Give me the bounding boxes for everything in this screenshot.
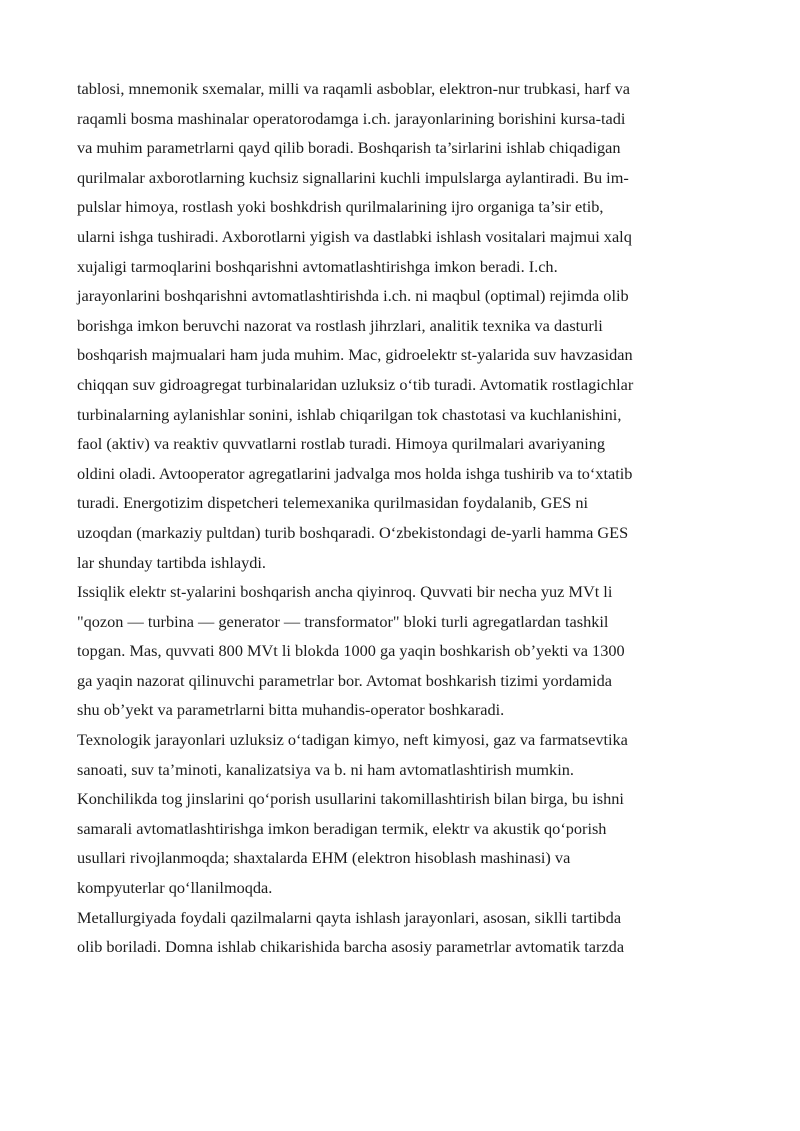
text-line: Texnologik jarayonlari uzluksiz o‘tadigan kimyo, neft kimyosi, gaz va farmatsevtika (77, 730, 628, 750)
text-line: Issiqlik elektr st-yalarini boshqarish ancha qiyinroq. Quvvati bir necha yuz MVt li (77, 582, 613, 602)
text-line: sanoati, suv ta’minoti, kanalizatsiya va b. ni ham avtomatlashtirish mumkin. (77, 759, 574, 779)
text-line: borishga imkon beruvchi nazorat va rostlash jihrzlari, analitik texnika va dasturli (77, 315, 603, 335)
text-line: faol (aktiv) va reaktiv quvvatlarni rostlab turadi. Himoya qurilmalari avariyaning (77, 434, 606, 454)
text-line: "qozon — turbina — generator — transformator" bloki turli agregatlardan tashkil (77, 611, 609, 631)
text-line: ularni ishga tushiradi. Axborotlarni yigish va dastlabki ishlash vositalari majmui xalq (77, 226, 632, 246)
body-text (77, 74, 727, 962)
text-line: jarayonlarini boshqarishni avtomatlashtirishda i.ch. ni maqbul (optimal) rejimda olib (77, 286, 629, 306)
text-line: turadi. Energotizim dispetcheri telemexanika qurilmasidan foydalanib, GES ni (77, 493, 589, 513)
text-line: lar shunday tartibda ishlaydi. (77, 552, 266, 572)
text-line: boshqarish majmualari ham juda muhim. Mac, gidroelektr st-yalarida suv havzasidan (77, 345, 633, 365)
text-line: tablosi, mnemonik sxemalar, milli va raqamli asboblar, elektron-nur trubkasi, harf va (77, 79, 631, 98)
text-line: oldini oladi. Avtooperator agregatlarini jadvalga mos holda ishga tushirib va to‘xtatib (77, 463, 633, 483)
text-line: chiqqan suv gidroagregat turbinalaridan uzluksiz o‘tib turadi. Avtomatik rostlagichlar (77, 374, 634, 394)
text-line: kompyuterlar qo‘llanilmoqda. (77, 878, 273, 898)
text-line: uzoqdan (markaziy pultdan) turib boshqaradi. O‘zbekistondagi de-yarli hamma GES (77, 522, 629, 542)
text-line: xujaligi tarmoqlarini boshqarishni avtomatlashtirishga imkon beradi. I.ch. (77, 256, 558, 276)
text-line: ga yaqin nazorat qilinuvchi parametrlar bor. Avtomat boshkarish tizimi yordamida (77, 670, 613, 690)
text-line: qurilmalar axborotlarning kuchsiz signallarini kuchli impulslarga aylantiradi. Bu im- (77, 167, 629, 187)
text-line: va muhim parametrlarni qayd qilib boradi. Boshqarish ta’sirlarini ishlab chiqadigan (77, 138, 621, 158)
text-line: Metallurgiyada foydali qazilmalarni qayta ishlash jarayonlari, asosan, siklli tartibda (77, 907, 622, 927)
text-line: pulslar himoya, rostlash yoki boshkdrish qurilmalarining ijro organiga ta’sir etib, (77, 197, 604, 217)
text-line: olib boriladi. Domna ishlab chikarishida barcha asosiy parametrlar avtomatik tarzda (77, 937, 625, 957)
text-line: shu ob’yekt va parametrlarni bitta muhandis-operator boshkaradi. (77, 700, 505, 720)
text-line: usullari rivojlanmoqda; shaxtalarda EHM (elektron hisoblash mashinasi) va (77, 848, 571, 868)
text-line: topgan. Mas, quvvati 800 MVt li blokda 1000 ga yaqin boshkarish ob’yekti va 1300 (77, 641, 625, 661)
text-line: Konchilikda tog jinslarini qo‘porish usullarini takomillashtirish bilan birga, bu ishni (77, 789, 624, 809)
text-line: turbinalarning aylanishlar sonini, ishlab chiqarilgan tok chastotasi va kuchlanishini, (77, 404, 622, 424)
text-line: samarali avtomatlashtirishga imkon beradigan termik, elektr va akustik qo‘porish (77, 818, 607, 838)
text-line: raqamli bosma mashinalar operatorodamga i.ch. jarayonlarining borishini kursa-tadi (77, 108, 626, 128)
